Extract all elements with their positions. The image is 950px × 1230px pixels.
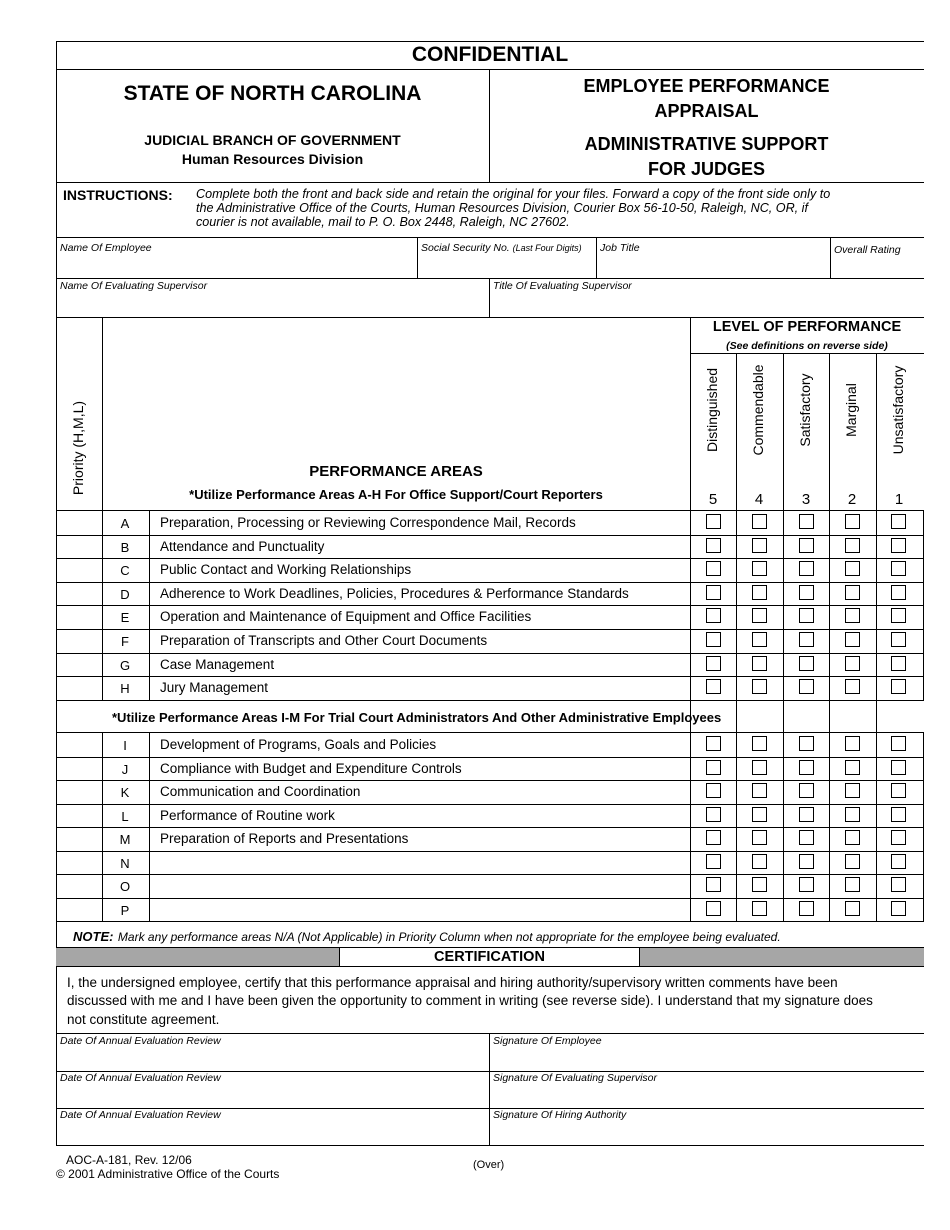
rating-checkbox-satisfactory[interactable] [799,656,814,671]
rating-checkbox-commendable[interactable] [752,608,767,623]
row-letter: M [119,832,131,847]
priority-input[interactable] [58,806,100,826]
rating-checkbox-distinguished[interactable] [706,608,721,623]
priority-input[interactable] [58,678,100,698]
rating-checkbox-satisfactory[interactable] [799,608,814,623]
rating-checkbox-unsatisfactory[interactable] [891,538,906,553]
ssn-field[interactable] [421,257,593,275]
divider [690,317,691,921]
divider [690,353,924,354]
row-divider [56,874,924,875]
row-area-text: Attendance and Punctuality [160,538,325,554]
level-column-divider [783,353,784,921]
row-divider [56,757,924,758]
certification-bar-left [56,948,339,966]
rating-checkbox-satisfactory[interactable] [799,877,814,892]
column-divider [149,733,150,921]
rating-checkbox-marginal[interactable] [845,807,860,822]
priority-input[interactable] [58,876,100,896]
rating-checkbox-unsatisfactory[interactable] [891,783,906,798]
rating-checkbox-satisfactory[interactable] [799,561,814,576]
rating-checkbox-distinguished[interactable] [706,901,721,916]
row-divider [56,582,924,583]
rating-checkbox-distinguished[interactable] [706,830,721,845]
ssn-label-text: Social Security No. [421,242,510,254]
rating-checkbox-commendable[interactable] [752,679,767,694]
priority-input[interactable] [58,853,100,873]
rating-checkbox-satisfactory[interactable] [799,854,814,869]
judicial-branch: JUDICIAL BRANCH OF GOVERNMENT [144,132,401,148]
rating-checkbox-unsatisfactory[interactable] [891,736,906,751]
row-divider [56,898,924,899]
supervisor-signature-label: Signature Of Evaluating Supervisor [493,1072,658,1084]
rating-checkbox-marginal[interactable] [845,901,860,916]
row-letter: I [123,738,127,753]
employee-signature-label: Signature Of Employee [493,1035,602,1047]
row-area-text: Compliance with Budget and Expenditure Controls [160,760,462,776]
rating-checkbox-satisfactory[interactable] [799,901,814,916]
row-divider [56,804,924,805]
row-area-text: Adherence to Work Deadlines, Policies, Procedures & Performance Standards [160,585,629,601]
column-divider [102,511,103,700]
rating-checkbox-satisfactory[interactable] [799,783,814,798]
rating-checkbox-commendable[interactable] [752,656,767,671]
row-divider [56,653,924,654]
level-label-satisfactory: Satisfactory [796,373,813,447]
divider [56,317,924,318]
rating-checkbox-unsatisfactory[interactable] [891,679,906,694]
frame-left-line [56,41,57,1146]
date-review-label-3: Date Of Annual Evaluation Review [60,1109,221,1121]
priority-input[interactable] [58,829,100,849]
row-letter: D [120,586,130,602]
instructions-line3: courier is not available, mail to P. O. Box 2448, Raleigh, NC 27602. [196,215,570,229]
rating-checkbox-commendable[interactable] [752,783,767,798]
row-area-text: Public Contact and Working Relationships [160,562,412,578]
row-area-text: Communication and Coordination [160,784,361,799]
column-divider [149,511,150,700]
rating-checkbox-distinguished[interactable] [706,807,721,822]
row-divider [56,535,924,536]
rating-checkbox-distinguished[interactable] [706,561,721,576]
level-score-distinguished: 5 [708,491,718,508]
note-line [73,928,781,946]
rating-checkbox-commendable[interactable] [752,760,767,775]
divider [56,278,924,279]
row-letter: O [119,879,131,894]
rating-checkbox-unsatisfactory[interactable] [891,514,906,529]
row-letter: C [120,563,130,579]
form-subtitle-line1: ADMINISTRATIVE SUPPORT [584,134,829,154]
rating-checkbox-unsatisfactory[interactable] [891,830,906,845]
divider [56,182,924,183]
divider [489,1033,490,1146]
rating-checkbox-marginal[interactable] [845,632,860,647]
row-divider [56,827,924,828]
row-letter: N [120,855,130,871]
divider [102,317,103,510]
level-label-commendable: Commendable [749,364,766,456]
divider [56,966,924,967]
row-letter: B [120,539,130,555]
level-label-distinguished: Distinguished [703,367,720,453]
rating-checkbox-satisfactory[interactable] [799,632,814,647]
rating-checkbox-marginal[interactable] [845,608,860,623]
rating-checkbox-distinguished[interactable] [706,760,721,775]
rating-checkbox-commendable[interactable] [752,585,767,600]
level-score-marginal: 2 [847,491,857,508]
row-letter: H [120,681,130,697]
employee-name-label: Name Of Employee [60,242,152,254]
priority-header: Priority (H,M,L) [70,400,86,496]
rating-checkbox-commendable[interactable] [752,854,767,869]
rating-checkbox-marginal[interactable] [845,760,860,775]
rating-checkbox-commendable[interactable] [752,830,767,845]
row-letter: P [120,902,130,918]
priority-input[interactable] [58,513,100,533]
level-note: (See definitions on reverse side) [726,340,888,352]
job-title-field[interactable] [600,257,826,275]
instructions-line1: Complete both the front and back side and retain the original for your files. Forward a copy of the front side only to [196,187,831,201]
row-letter: G [119,657,131,673]
rating-checkbox-distinguished[interactable] [706,783,721,798]
priority-input[interactable] [58,759,100,779]
right-border [923,511,924,700]
rating-checkbox-unsatisfactory[interactable] [891,901,906,916]
level-label-marginal: Marginal [842,383,859,437]
rating-checkbox-commendable[interactable] [752,632,767,647]
rating-checkbox-marginal[interactable] [845,561,860,576]
divider [489,278,490,317]
date-review-field-2[interactable] [60,1087,484,1105]
rating-checkbox-commendable[interactable] [752,561,767,576]
supervisor-name-field[interactable] [60,295,484,313]
divider [596,237,597,278]
form-title-line2: APPRAISAL [654,101,759,121]
row-area-text: Performance of Routine work [160,807,335,823]
row-area-text: Preparation of Transcripts and Other Court Documents [160,633,488,648]
employee-name-field[interactable] [60,257,412,275]
divider [56,1145,924,1146]
rating-checkbox-distinguished[interactable] [706,632,721,647]
ssn-label [421,242,582,254]
priority-input[interactable] [58,900,100,920]
level-label-unsatisfactory: Unsatisfactory [889,365,906,455]
row-area-text: Preparation of Reports and Presentations [160,831,409,846]
priority-input[interactable] [58,607,100,627]
divider [56,732,924,733]
level-score-commendable: 4 [754,491,764,508]
rating-checkbox-marginal[interactable] [845,514,860,529]
divider [56,947,924,948]
rating-checkbox-commendable[interactable] [752,807,767,822]
rating-checkbox-unsatisfactory[interactable] [891,760,906,775]
rating-checkbox-commendable[interactable] [752,736,767,751]
row-letter: A [120,516,130,531]
level-column-divider [829,353,830,921]
rating-checkbox-satisfactory[interactable] [799,679,814,694]
form-title-line1: EMPLOYEE PERFORMANCE [583,76,830,96]
rating-checkbox-satisfactory[interactable] [799,807,814,822]
level-column-divider [736,353,737,921]
date-review-field-1[interactable] [60,1050,484,1068]
column-divider [102,733,103,921]
row-letter: L [121,808,129,824]
date-review-field-3[interactable] [60,1124,484,1142]
areas-note-i-m: *Utilize Performance Areas I-M For Trial Court Administrators And Other Administrative Employees [112,710,722,725]
rating-checkbox-satisfactory[interactable] [799,830,814,845]
row-letter: F [121,634,129,649]
row-area-text: Operation and Maintenance of Equipment and Office Facilities [160,609,532,625]
divider [56,237,924,238]
rating-checkbox-satisfactory[interactable] [799,736,814,751]
row-divider [56,700,924,701]
rating-checkbox-marginal[interactable] [845,538,860,553]
rating-checkbox-commendable[interactable] [752,538,767,553]
row-area-text: Case Management [160,656,275,672]
employee-signature-field[interactable] [493,1050,921,1068]
rating-checkbox-distinguished[interactable] [706,538,721,553]
divider [830,237,831,278]
row-area-text: Development of Programs, Goals and Policies [160,737,437,752]
row-divider [56,780,924,781]
rating-checkbox-satisfactory[interactable] [799,514,814,529]
areas-note-a-h: *Utilize Performance Areas A-H For Office Support/Court Reporters [189,487,603,502]
rating-checkbox-unsatisfactory[interactable] [891,854,906,869]
instructions-label: INSTRUCTIONS: [63,187,173,203]
row-letter: K [120,785,130,800]
rating-checkbox-satisfactory[interactable] [799,760,814,775]
row-area-text: Jury Management [160,680,269,696]
supervisor-signature-field[interactable] [493,1087,921,1105]
row-divider [56,605,924,606]
hiring-authority-signature-label: Signature Of Hiring Authority [493,1109,627,1121]
certification-title: CERTIFICATION [339,948,640,966]
copyright: © 2001 Administrative Office of the Courts [56,1167,280,1181]
rating-checkbox-marginal[interactable] [845,679,860,694]
note-text: Mark any performance areas N/A (Not Applicable) in Priority Column when not appropriate for the employee being evaluated. [117,930,781,944]
date-review-label-1: Date Of Annual Evaluation Review [60,1035,221,1047]
divider [56,1033,924,1034]
rating-checkbox-distinguished[interactable] [706,585,721,600]
certification-bar-right [640,948,924,966]
priority-input[interactable] [58,537,100,557]
supervisor-title-label: Title Of Evaluating Supervisor [493,280,632,292]
rating-checkbox-marginal[interactable] [845,736,860,751]
row-divider [56,851,924,852]
form-subtitle-line2: FOR JUDGES [647,159,766,179]
priority-input[interactable] [58,782,100,802]
rating-checkbox-distinguished[interactable] [706,736,721,751]
confidential-title: CONFIDENTIAL [411,43,569,66]
rating-checkbox-unsatisfactory[interactable] [891,561,906,576]
rating-checkbox-commendable[interactable] [752,901,767,916]
priority-input[interactable] [58,560,100,580]
performance-areas-header: PERFORMANCE AREAS [309,463,483,480]
instructions-line2: the Administrative Office of the Courts, Human Resources Division, Courier Box 56-10-50, Raleigh, NC, OR, if [196,201,808,215]
date-review-label-2: Date Of Annual Evaluation Review [60,1072,221,1084]
rating-checkbox-marginal[interactable] [845,877,860,892]
rating-checkbox-unsatisfactory[interactable] [891,608,906,623]
rating-checkbox-marginal[interactable] [845,783,860,798]
row-letter: E [120,610,130,626]
rating-checkbox-unsatisfactory[interactable] [891,585,906,600]
note-label: NOTE: [73,929,114,944]
row-divider [56,676,924,677]
rating-checkbox-distinguished[interactable] [706,877,721,892]
certification-line2: discussed with me and I have been given the opportunity to comment in writing (see reverse side). I understand that my signature does [67,993,873,1008]
rating-checkbox-commendable[interactable] [752,514,767,529]
priority-input[interactable] [58,655,100,675]
rating-checkbox-marginal[interactable] [845,585,860,600]
row-letter: J [121,761,129,777]
divider [56,69,924,70]
rating-checkbox-satisfactory[interactable] [799,585,814,600]
rating-checkbox-commendable[interactable] [752,877,767,892]
level-score-unsatisfactory: 1 [894,491,904,508]
form-number: AOC-A-181, Rev. 12/06 [66,1153,192,1167]
priority-input[interactable] [58,584,100,604]
rating-checkbox-unsatisfactory[interactable] [891,632,906,647]
hr-division: Human Resources Division [181,151,364,167]
row-divider [56,921,924,922]
rating-checkbox-marginal[interactable] [845,656,860,671]
supervisor-name-label: Name Of Evaluating Supervisor [60,280,208,292]
rating-checkbox-distinguished[interactable] [706,656,721,671]
state-name: STATE OF NORTH CAROLINA [123,82,422,105]
rating-checkbox-marginal[interactable] [845,854,860,869]
priority-input[interactable] [58,631,100,651]
certification-line3: not constitute agreement. [67,1012,220,1027]
overall-rating-label: Overall Rating [834,244,901,256]
rating-checkbox-distinguished[interactable] [706,679,721,694]
row-area-text: Preparation, Processing or Reviewing Correspondence Mail, Records [160,515,576,530]
supervisor-title-field[interactable] [493,295,921,313]
over-note: (Over) [473,1159,505,1171]
row-divider [56,629,924,630]
rating-checkbox-unsatisfactory[interactable] [891,656,906,671]
rating-checkbox-distinguished[interactable] [706,514,721,529]
rating-checkbox-satisfactory[interactable] [799,538,814,553]
right-border [923,733,924,921]
divider [417,237,418,278]
divider [56,510,924,511]
hiring-authority-signature-field[interactable] [493,1124,921,1142]
job-title-label: Job Title [600,242,640,254]
level-of-performance-header: LEVEL OF PERFORMANCE [712,319,902,335]
ssn-label-note: (Last Four Digits) [512,243,582,253]
frame-top-line [56,41,924,42]
rating-checkbox-distinguished[interactable] [706,854,721,869]
rating-checkbox-unsatisfactory[interactable] [891,877,906,892]
overall-rating-field[interactable] [834,259,922,277]
rating-checkbox-unsatisfactory[interactable] [891,807,906,822]
rating-checkbox-marginal[interactable] [845,830,860,845]
level-column-divider [876,353,877,921]
certification-line1: I, the undersigned employee, certify that this performance appraisal and hiring authority/supervisory written comments have been [67,975,838,990]
level-score-satisfactory: 3 [801,491,811,508]
priority-input[interactable] [58,735,100,755]
row-divider [56,558,924,559]
